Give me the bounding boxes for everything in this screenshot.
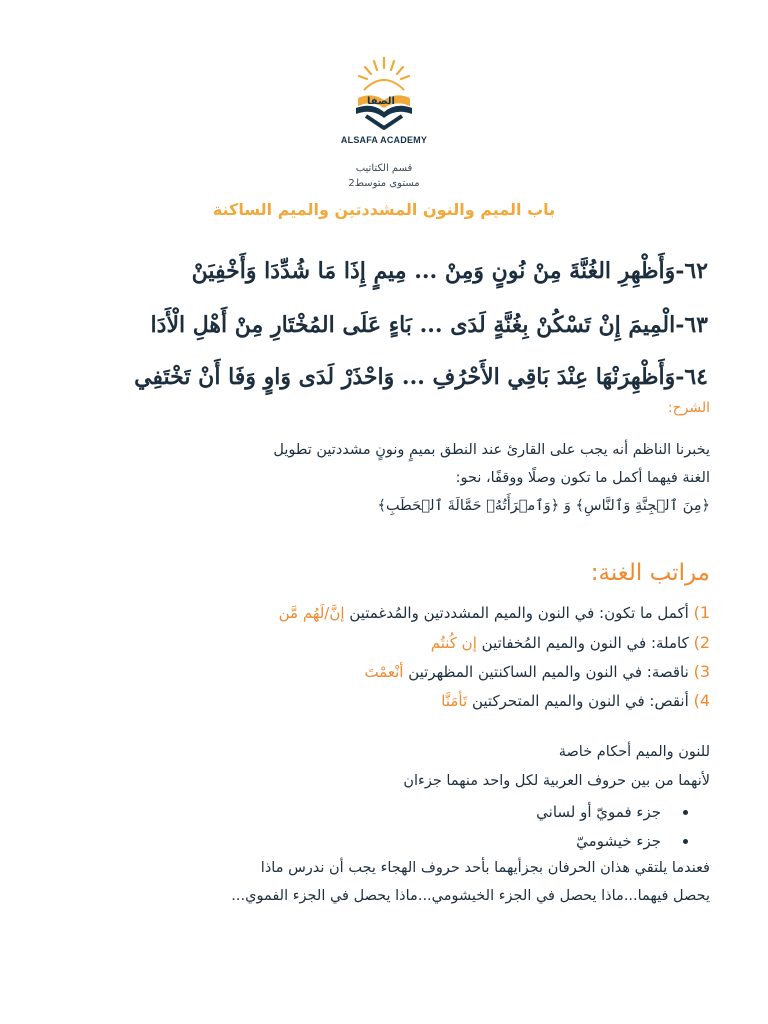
special-rules-line: فعندما يلتقي هذان الحرفان بجزأيهما بأحد حروف الهجاء يجب أن ندرس ماذا <box>260 860 710 876</box>
rank-number: 2) <box>693 633 710 652</box>
bullet-dot-icon <box>683 810 688 815</box>
rank-item <box>50 603 710 622</box>
special-rules-line: للنون والميم أحكام خاصة <box>558 744 710 760</box>
logo-arabic-text: الصفا <box>367 96 395 107</box>
bullet-item <box>576 832 688 850</box>
rank-number: 3) <box>693 662 710 681</box>
logo-caption: ALSAFA ACADEMY <box>340 135 428 145</box>
open-book-sunrise-icon <box>352 54 416 134</box>
rank-item <box>50 662 710 681</box>
bullet-text: جزء فمويّ أو لساني <box>536 803 661 821</box>
rank-text: أنقص: في النون والميم المتحركتين <box>471 692 689 710</box>
verse-62: ٦٢-وَأَظْهِرِ الغُنَّةَ مِنْ نُونٍ وَمِنْ ... مِيمٍ إِذَا مَا شُدِّدَا وَأَخْفِيَنْ <box>191 258 708 284</box>
explanation-label: الشرح: <box>667 400 710 416</box>
rank-number: 1) <box>693 603 710 622</box>
bullet-dot-icon <box>683 839 688 844</box>
department-label: قسم الكتاتيب <box>355 163 413 174</box>
verse-64: ٦٤-وَأَظْهِرَنْهَا عِنْدَ بَاقِي الأَحْرُفِ ... وَاحْذَرْ لَدَى وَاوٍ وَفَا أَنْ تَخْتَفِي <box>134 364 708 390</box>
rank-example: أنْعمْتَ <box>364 663 404 681</box>
rank-number: 4) <box>693 691 710 710</box>
bullet-item <box>536 803 688 821</box>
rank-example: إنَّ/لَهُم مَّن <box>278 604 345 622</box>
rank-example: إن كُنتُم <box>430 634 477 652</box>
explanation-line: الغنة فيهما أكمل ما تكون وصلًا ووقفًا، نحو: <box>455 470 710 486</box>
explanation-line: يخبرنا الناظم أنه يجب على القارئ عند النطق بميمٍ ونونٍ مشددتين تطويل <box>273 442 710 458</box>
page-title: باب الميم والنون المشددتين والميم الساكنة <box>212 200 556 219</box>
rank-text: كاملة: في النون والميم المُخفاتين <box>481 634 689 652</box>
rank-example: تَأمَنَّا <box>441 692 468 710</box>
rank-text: أكمل ما تكون: في النون والميم المشددتين والمُدغمتين <box>349 604 689 622</box>
special-rules-line: يحصل فيهما...ماذا يحصل في الجزء الخيشومي...ماذا يحصل في الجزء الفموي... <box>231 888 710 904</box>
rank-item <box>50 633 710 652</box>
rank-item <box>50 691 710 710</box>
level-label: مستوى متوسط2 <box>348 178 420 189</box>
verse-63: ٦٣-الْمِيمَ إِنْ تَسْكُنْ بِغُنَّةٍ لَدَى ... بَاءٍ عَلَى المُخْتَارِ مِنْ أَهْلِ الْأَدَا <box>150 312 708 338</box>
ranks-heading: مراتب الغنة: <box>590 560 710 586</box>
special-rules-line: لأنهما من بين حروف العربية لكل واحد منهما جزءان <box>403 773 710 789</box>
quran-examples: ﴿مِنَ ٱلۡجِنَّةِ وَٱلنَّاسِ﴾ وَ ﴿وَٱمۡرَأَتُهُۥ حَمَّالَةَ ٱلۡحَطَبِ﴾ <box>377 498 710 514</box>
rank-text: ناقصة: في النون والميم الساكنتين المظهرتين <box>408 663 689 681</box>
bullet-text: جزء خيشوميّ <box>576 832 661 850</box>
